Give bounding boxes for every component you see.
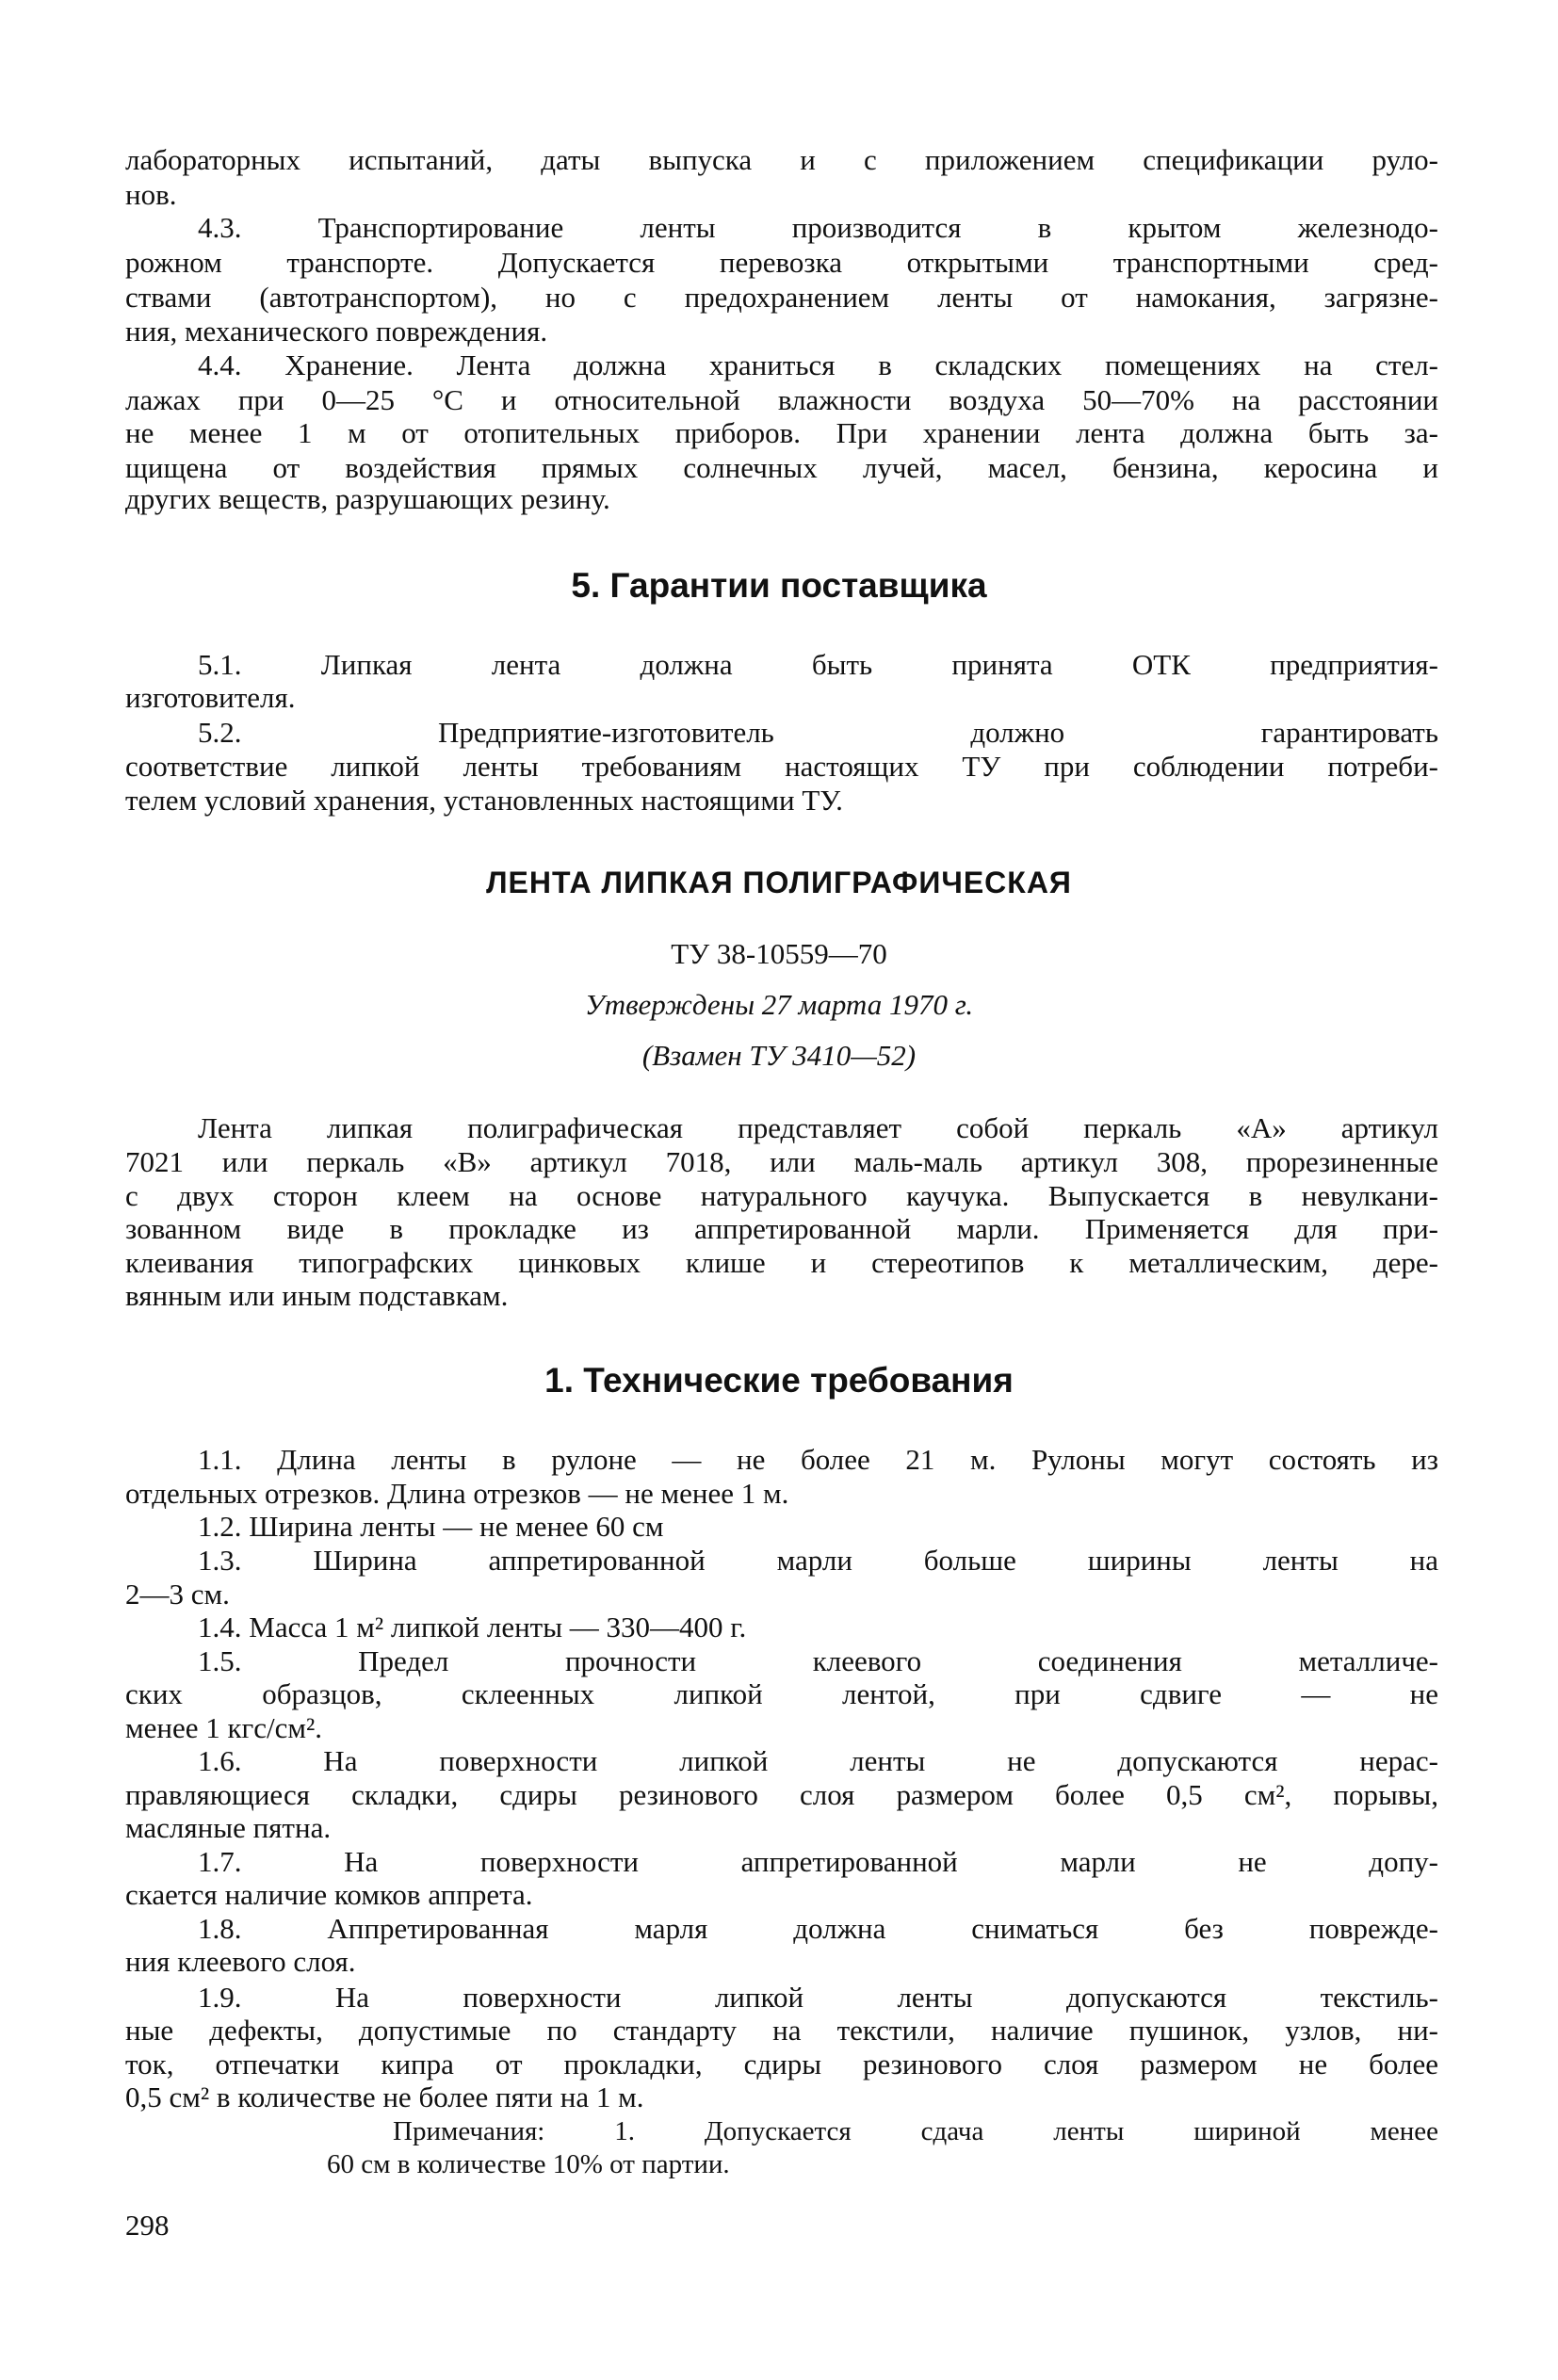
replaces-note: (Взамен ТУ 3410—52) xyxy=(641,1039,917,1072)
text-line: 1.3. Ширина аппретированной марли больше ширины ленты на xyxy=(198,1544,1438,1577)
text-line: с двух сторон клеем на основе натурального каучука. Выпускается в невулкани- xyxy=(125,1179,1438,1212)
text-line: других веществ, разрушающих резину. xyxy=(125,482,610,515)
text-line: изготовителя. xyxy=(125,681,296,714)
text-line: 7021 или перкаль «В» артикул 7018, или маль-маль артикул 308, прорезиненные xyxy=(125,1145,1438,1178)
product-title: ЛЕНТА ЛИПКАЯ ПОЛИГРАФИЧЕСКАЯ xyxy=(486,866,1072,899)
text-line: ствами (автотранспортом), но с предохранением ленты от намокания, загрязне- xyxy=(125,281,1438,314)
text-line: вянным или иным подставкам. xyxy=(125,1279,509,1312)
text-line: 0,5 см² в количестве не более пяти на 1 м. xyxy=(125,2080,644,2113)
text-line: нов. xyxy=(125,178,177,211)
text-line: лажах при 0—25 °С и относительной влажности воздуха 50—70% на расстоянии xyxy=(125,383,1438,416)
text-line: рожном транспорте. Допускается перевозка открытыми транспортными сред- xyxy=(125,246,1438,279)
text-line: 1.5. Предел прочности клеевого соединения металличе- xyxy=(198,1644,1438,1677)
text-line: ные дефекты, допустимые по стандарту на текстили, наличие пушинок, узлов, ни- xyxy=(125,2014,1438,2047)
text-line: соответствие липкой ленты требованиям настоящих ТУ при соблюдении потреби- xyxy=(125,750,1438,783)
text-line: скается наличие комков аппрета. xyxy=(125,1878,533,1911)
text-line: лабораторных испытаний, даты выпуска и с приложением спецификации руло- xyxy=(125,143,1438,176)
note-line: Примечания: 1. Допускается сдача ленты шириной менее xyxy=(393,2116,1438,2146)
text-line: не менее 1 м от отопительных приборов. При хранении лента должна быть за- xyxy=(125,416,1438,449)
text-line: менее 1 кгс/см². xyxy=(125,1711,323,1744)
note-line: 60 см в количестве 10% от партии. xyxy=(327,2149,730,2179)
text-line: 1.6. На поверхности липкой ленты не допускаются нерас- xyxy=(198,1744,1438,1777)
text-line: щищена от воздействия прямых солнечных лучей, масел, бензина, керосина и xyxy=(125,451,1438,484)
text-line: отдельных отрезков. Длина отрезков — не менее 1 м. xyxy=(125,1477,789,1510)
text-line: зованном виде в прокладке из аппретированной марли. Применяется для при- xyxy=(125,1212,1438,1245)
spec-code: ТУ 38-10559—70 xyxy=(671,937,887,970)
text-line: телем условий хранения, установленных настоящими ТУ. xyxy=(125,784,843,817)
text-line: клеивания типографских цинковых клише и стереотипов к металлическим, дере- xyxy=(125,1246,1438,1279)
page-number: 298 xyxy=(125,2209,170,2242)
text-line: 1.8. Аппретированная марля должна сниматься без поврежде- xyxy=(198,1912,1438,1945)
text-line: правляющиеся складки, сдиры резинового слоя размером более 0,5 см², порывы, xyxy=(125,1778,1438,1811)
text-line: 1.9. На поверхности липкой ленты допускаются текстиль- xyxy=(198,1981,1438,2014)
text-line: 1.1. Длина ленты в рулоне — не более 21 м. Рулоны могут состоять из xyxy=(198,1443,1438,1476)
section-heading: 1. Технические требования xyxy=(544,1361,1014,1400)
approval-date: Утверждены 27 марта 1970 г. xyxy=(584,988,974,1021)
text-line: масляные пятна. xyxy=(125,1811,332,1844)
text-line: 4.4. Хранение. Лента должна храниться в складских помещениях на стел- xyxy=(198,348,1438,381)
text-line: 5.1. Липкая лента должна быть принята ОТК предприятия- xyxy=(198,648,1438,681)
text-line: 1.7. На поверхности аппретированной марли не допу- xyxy=(198,1845,1438,1878)
text-line: Лента липкая полиграфическая представляет собой перкаль «А» артикул xyxy=(198,1111,1438,1144)
text-line: 1.4. Масса 1 м² липкой ленты — 330—400 г. xyxy=(198,1611,747,1643)
text-line: 2—3 см. xyxy=(125,1578,230,1611)
text-line: ских образцов, склеенных липкой лентой, при сдвиге — не xyxy=(125,1677,1438,1710)
text-line: ния, механического повреждения. xyxy=(125,315,548,348)
text-line: 5.2. Предприятие-изготовитель должно гарантировать xyxy=(198,716,1438,749)
text-line: 4.3. Транспортирование ленты производится в крытом железнодо- xyxy=(198,211,1438,244)
text-line: 1.2. Ширина ленты — не менее 60 см xyxy=(198,1510,664,1543)
section-heading: 5. Гарантии поставщика xyxy=(571,566,987,605)
text-line: ток, отпечатки кипра от прокладки, сдиры резинового слоя размером не более xyxy=(125,2048,1438,2080)
text-line: ния клеевого слоя. xyxy=(125,1945,356,1978)
